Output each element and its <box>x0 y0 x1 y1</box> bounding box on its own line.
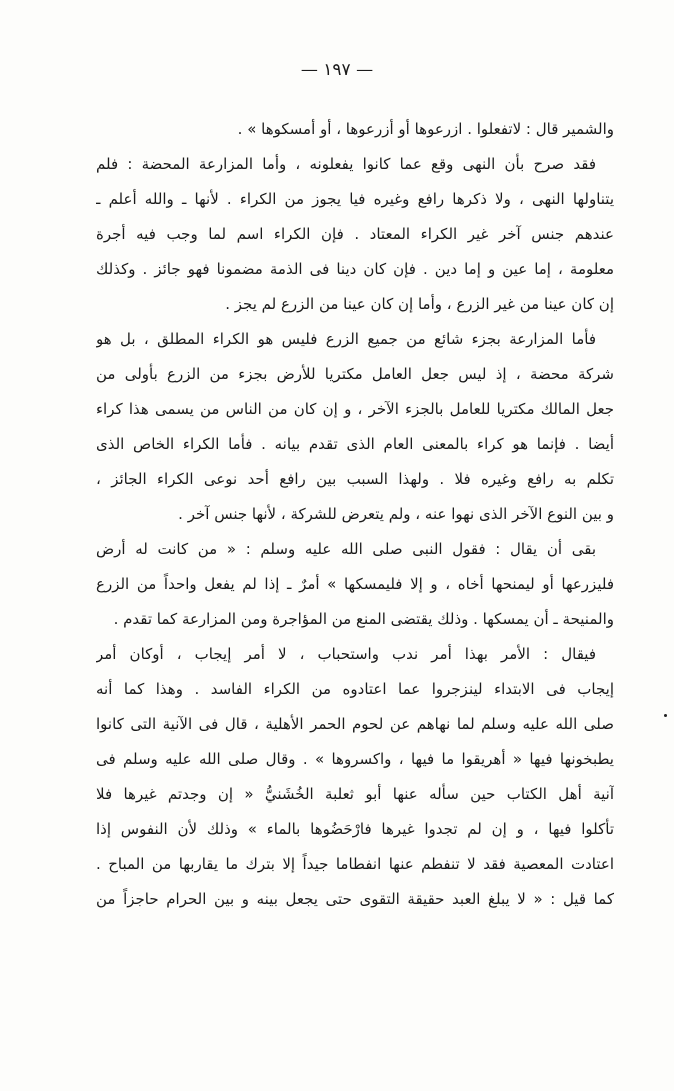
margin-mark <box>664 714 667 717</box>
body-text <box>96 112 614 917</box>
text-line: يتناولها النهى ، ولا ذكرها رافع وغيره فيا يجوز من الكراء . لأنها ـ والله أعلم ـ <box>96 190 614 208</box>
text-line: تأكلوا فيها ، و إن لم تجدوا غيرها فارْحَضُوها بالماء » وذلك لأن النفوس إذا <box>96 820 614 838</box>
text-line: والشمير قال : لاتفعلوا . ازرعوها أو أزرعوها ، أو أمسكوها » . <box>237 120 614 138</box>
page-number: — ١٩٧ — <box>300 60 374 80</box>
text-line: كما قيل : « لا يبلغ العبد حقيقة التقوى حتى يجعل بينه و بين الحرام حاجزاً من <box>96 890 614 908</box>
text-line: أيضا . فإنما هو كراء بالمعنى العام الذى تقدم بيانه . فأما الكراء الخاص الذى <box>96 435 614 453</box>
text-line: شركة محضة ، إذ ليس جعل العامل مكتريا للأرض بجزء من الزرع بأولى من <box>96 365 614 383</box>
text-line: آنية أهل الكتاب حين سأله عنها أبو ثعلبة الخُشَنيُّ « إن وجدتم غيرها فلا <box>96 785 614 803</box>
text-line: فليزرعها أو ليمنحها أخاه ، و إلا فليمسكها » أمرٌ ـ إذا لم يفعل واحداً من الزرع <box>96 575 614 593</box>
text-line: إيجاب فى الابتداء لينزجروا عما اعتادوه من الكراء الفاسد . وهذا كما أنه <box>96 680 614 698</box>
text-line: تكلم به رافع وغيره فلا . ولهذا السبب بين رافع أحد نوعى الكراء الجائز ، <box>96 470 614 488</box>
text-line: فأما المزارعة بجزء شائع من جميع الزرع فليس هو الكراء المطلق ، بل هو <box>96 330 596 348</box>
text-line: بقى أن يقال : فقول النبى صلى الله عليه وسلم : « من كانت له أرض <box>96 540 596 558</box>
text-line: اعتادت المعصية فقد لا تنفطم عنها انفطاما جيداً إلا بترك ما يقاربها من المباح . <box>96 855 614 873</box>
text-line: يطبخونها فيها « أهريقوا ما فيها ، واكسروها » . وقال صلى الله عليه وسلم فى <box>96 750 614 768</box>
text-line: صلى الله عليه وسلم لما نهاهم عن لحوم الحمر الأهلية ، قال فى الآنية التى كانوا <box>96 715 614 733</box>
text-line: جعل المالك مكتريا للعامل بالجزء الآخر ، و إن كان من الناس من يسمى هذا كراء <box>96 400 614 418</box>
text-line: إن كان عينا من غير الزرع ، وأما إن كان عينا من الزرع لم يجز . <box>225 295 614 313</box>
text-line: معلومة ، إما عين و إما دين . فإن كان دينا فى الذمة مضمونا فهو جائز . وكذلك <box>96 260 614 278</box>
text-line: عندهم جنس آخر غير الكراء المعتاد . فإن الكراء اسم لما وجب فيه أجرة <box>96 225 614 243</box>
text-line: فيقال : الأمر بهذا أمر ندب واستحباب ، لا أمر إيجاب ، أوكان أمر <box>96 645 596 663</box>
text-line: والمنيحة ـ أن يمسكها . وذلك يقتضى المنع من المؤاجرة ومن المزارعة كما تقدم . <box>113 610 614 628</box>
text-line: و بين النوع الآخر الذى نهوا عنه ، ولم يتعرض للشركة ، لأنها جنس آخر . <box>178 505 614 523</box>
text-line: فقد صرح بأن النهى وقع عما كانوا يفعلونه ، وأما المزارعة المحضة : فلم <box>96 155 596 173</box>
